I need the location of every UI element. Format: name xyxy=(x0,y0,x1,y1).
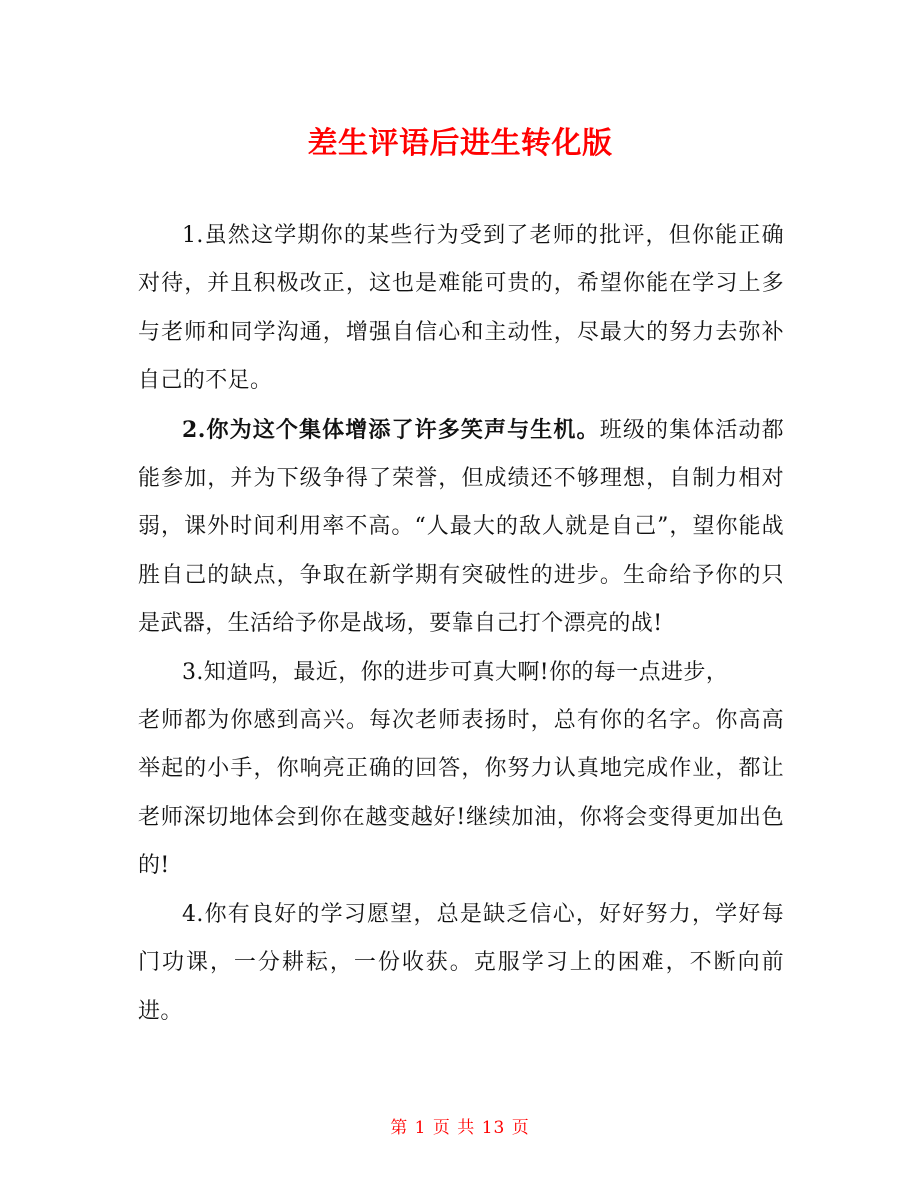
paragraph-4-text: 4.你有良好的学习愿望，总是缺乏信心，好好努力，学好每门功课，一分耕耘，一份收获。克服学习上的困难，不断向前进。 xyxy=(138,901,784,1024)
paragraph-2-text: 班级的集体活动都能参加，并为下级争得了荣誉，但成绩还不够理想，自制力相对弱，课外时间利用率不高。“人最大的敌人就是自己”，望你能战胜自己的缺点，争取在新学期有突破性的进步。生命给予你的只是武器，生活给予你是战场，要靠自己打个漂亮的战! xyxy=(138,417,784,637)
paragraph-3-first-line: 3.知道吗，最近，你的进步可真大啊!你的每一点进步， xyxy=(182,659,729,685)
paragraph-2 xyxy=(138,406,784,649)
document-title: 差生评语后进生转化版 xyxy=(307,126,613,161)
paragraph-2-lead: 2.你为这个集体增添了许多笑声与生机。 xyxy=(182,416,600,443)
paragraph-3-text: 老师都为你感到高兴。每次老师表扬时，总有你的名字。你高高举起的小手，你响亮正确的回答，你努力认真地完成作业，都让老师深切地体会到你在越变越好!继续加油，你将会变得更加出色的! xyxy=(138,708,784,879)
document-body xyxy=(138,212,784,1036)
paragraph-4 xyxy=(138,891,784,1036)
paragraph-3 xyxy=(138,649,784,891)
paragraph-1-text: 1.虽然这学期你的某些行为受到了老师的批评，但你能正确对待，并且积极改正，这也是难能可贵的，希望你能在学习上多与老师和同学沟通，增强自信心和主动性，尽最大的努力去弥补自己的不足。 xyxy=(138,223,784,394)
page-number-footer: 第 1 页 共 13 页 xyxy=(390,1118,530,1138)
paragraph-1 xyxy=(138,212,784,406)
